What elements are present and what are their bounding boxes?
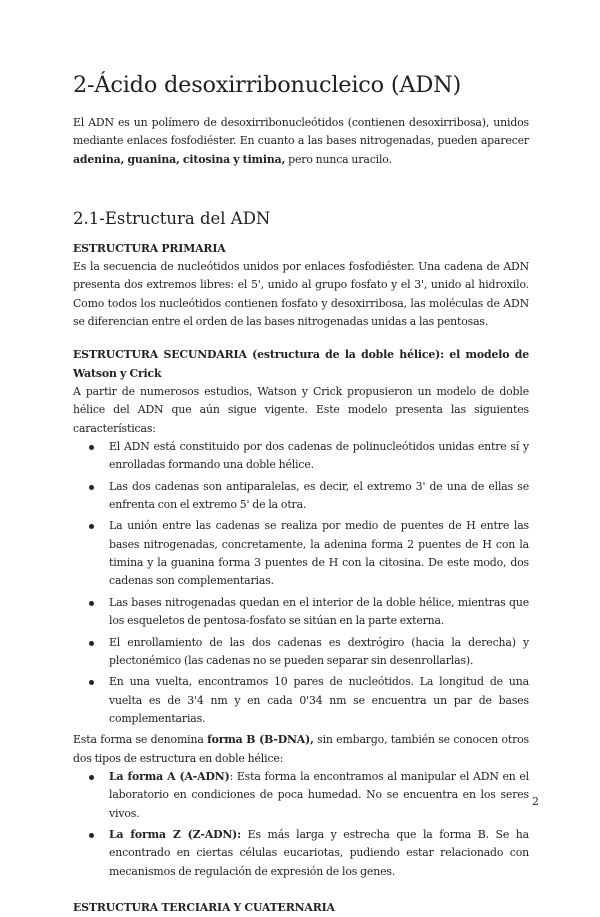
forma-a-text: : Esta forma la encontramos al manipular el ADN en el laboratorio en condiciones de poca humedad. No se encuentra en los seres vivos. [109,770,530,820]
bullet-icon [89,601,94,606]
list-item-forma-a [73,768,529,823]
list-item-text: El ADN está constituido por dos cadenas de polinucleótidos unidas entre sí y enrolladas formando una doble hélice. [109,439,529,472]
list-item [73,517,529,590]
list-item [73,673,529,728]
list-item-text: Las dos cadenas son antiparalelas, es decir, el extremo 3' de una de ellas se enfrenta con el extremo 5' de la otra. [109,479,529,511]
heading-estructura-primaria: ESTRUCTURA PRIMARIA [73,241,226,255]
forma-b-text-b: sin embargo, también se conocen otros dos tipos de estructura en doble hélice: [73,733,529,765]
intro-text-a: El ADN es un polímero de desoxirribonucleótidos (contienen desoxirribosa), unidos mediante enlaces fosfodiéster. En cuanto a las bases nitrogenadas, pueden aparecer [73,116,529,148]
bullet-icon [89,445,94,450]
primaria-paragraph: Es la secuencia de nucleótidos unidos por enlaces fosfodiéster. Una cadena de ADN presenta dos extremos libres: el 5', unido al grupo fosfato y el 3', unido al hidroxilo. Como todos los nucleótidos contienen fosfato y desoxirribosa, las moléculas de ADN se diferencian entre el orden de las bases nitrogenadas unidas a las pentosas. [73,260,529,329]
intro-bases-bold: adenina, guanina, citosina y timina, [73,152,286,166]
secundaria-paragraph: A partir de numerosos estudios, Watson y Crick propusieron un modelo de doble hélice del ADN que aún sigue vigente. Este modelo presenta las siguientes características: [73,384,529,435]
bullet-icon [89,680,94,685]
list-item-text: La unión entre las cadenas se realiza por medio de puentes de H entre las bases nitrogenadas, concretamente, la adenina forma 2 puentes de H con la timina y la guanina forma 3 puentes de H con la citosina. De este modo, dos cadenas son complementarias. [109,519,529,588]
heading-estructura-terciaria: ESTRUCTURA TERCIARIA Y CUATERNARIA [73,901,335,914]
page-content [73,71,529,917]
intro-text-b: pero nunca uracilo. [285,152,392,166]
bullet-icon [89,524,94,529]
list-item [73,478,529,515]
list-item [73,438,529,475]
section-title-adn: 2-Ácido desoxirribonucleico (ADN) [73,72,462,98]
subsection-title-estructura: 2.1-Estructura del ADN [73,208,271,228]
intro-paragraph [73,114,529,169]
forma-b-bold: forma B (B-DNA), [207,733,314,747]
page-number: 2 [532,795,539,808]
forma-b-text-a: Esta forma se denomina [73,733,208,747]
bullet-icon [89,833,94,838]
bullet-icon [89,775,94,780]
bullet-icon [89,485,94,490]
list-item-text: Las bases nitrogenadas quedan en el interior de la doble hélice, mientras que los esqueletos de pentosa-fosfato se sitúan en la parte externa. [109,595,529,628]
forma-z-name: La forma Z (Z-ADN): [109,828,242,842]
forma-z-text: Es más larga y estrecha que la forma B. Se ha encontrado en ciertas células eucariotas, pudiendo estar relacionado con mecanismos de regulación de expresión de los genes. [109,828,529,878]
heading-estructura-secundaria: ESTRUCTURA SECUNDARIA (estructura de la doble hélice): el modelo de Watson y Crick [73,348,529,380]
list-item [73,594,529,631]
list-item-forma-z [73,826,529,881]
list-item-text: En una vuelta, encontramos 10 pares de nucleótidos. La longitud de una vuelta es de 3'4 nm y en cada 0'34 nm se encuentra un par de bases complementarias. [109,675,529,725]
dna-forms-list [73,768,529,881]
forma-a-name: La forma A (A-ADN) [109,770,230,784]
list-item [73,634,529,671]
forma-b-paragraph [73,731,529,768]
watson-crick-characteristics-list [73,438,529,728]
list-item-text: El enrollamiento de las dos cadenas es dextrógiro (hacia la derecha) y plectonémico (las cadenas no se pueden separar sin desenrollarlas). [109,635,529,667]
bullet-icon [89,641,94,646]
